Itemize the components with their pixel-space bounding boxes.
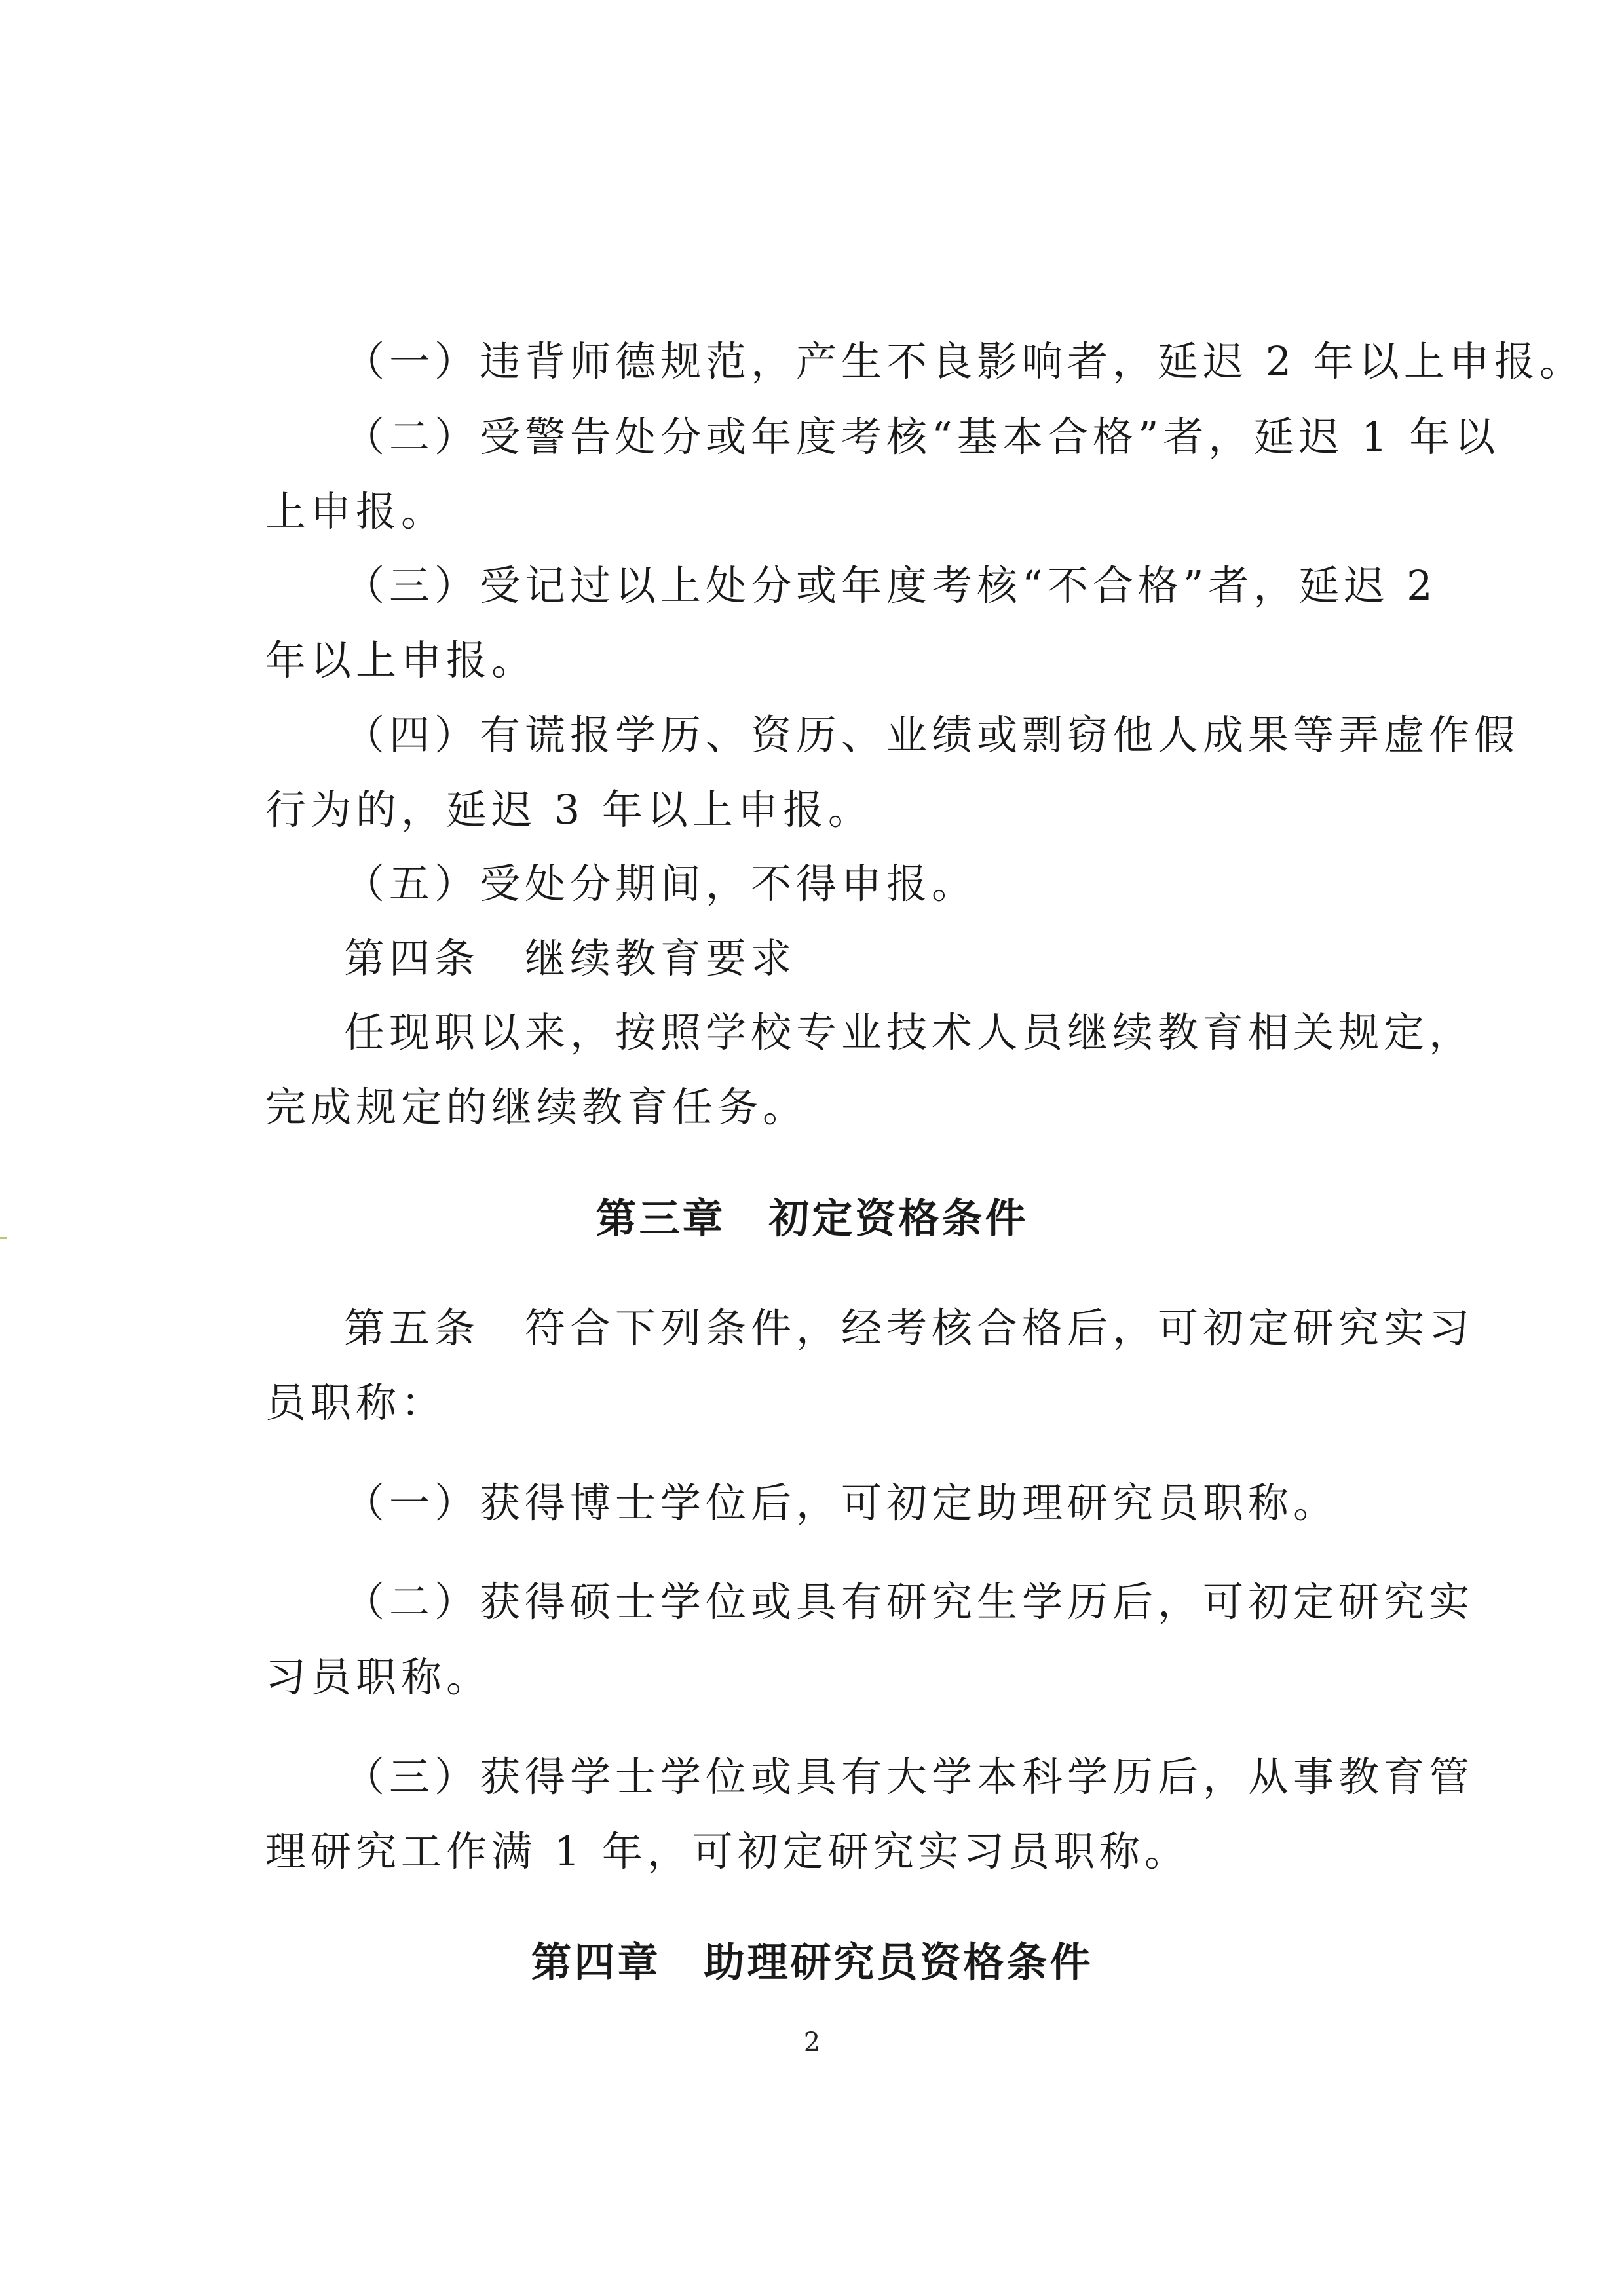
- paragraph-line: （二）获得硕士学位或具有研究生学历后，可初定研究实: [344, 1578, 1475, 1626]
- paragraph-line: 行为的，延迟 3 年以上申报。: [265, 786, 873, 833]
- paragraph-line: 习员职称。: [265, 1653, 492, 1701]
- paragraph-line: 年以上申报。: [265, 636, 537, 684]
- paragraph-line: 理研究工作满 1 年，可初定研究实习员职称。: [265, 1827, 1190, 1875]
- paragraph-line: （二）受警告处分或年度考核“基本合格”者，延迟 1 年以: [344, 413, 1500, 461]
- chapter-title: 第三章 初定资格条件: [595, 1195, 1029, 1242]
- page-number: 2: [803, 2027, 821, 2057]
- paragraph-line: （五）受处分期间，不得申报。: [344, 860, 977, 908]
- paragraph-line: （四）有谎报学历、资历、业绩或剽窃他人成果等弄虚作假: [344, 711, 1520, 759]
- paragraph-line: 任现职以来，按照学校专业技术人员继续教育相关规定，: [344, 1008, 1475, 1056]
- article-heading: 第五条 符合下列条件，经考核合格后，可初定研究实习: [344, 1304, 1475, 1352]
- paragraph-line: （三）受记过以上处分或年度考核“不合格”者，延迟 2: [344, 562, 1437, 609]
- paragraph-line: 完成规定的继续教育任务。: [265, 1083, 808, 1131]
- scan-artifact: [0, 1237, 7, 1239]
- paragraph-line: 员职称：: [265, 1379, 447, 1426]
- paragraph-line: （一）获得博士学位后，可初定助理研究员职称。: [344, 1479, 1339, 1527]
- paragraph-line: 上申报。: [265, 488, 447, 535]
- article-heading: 第四条 继续教育要求: [344, 934, 797, 982]
- chapter-title: 第四章 助理研究员资格条件: [531, 1938, 1093, 1986]
- paragraph-line: （三）获得学士学位或具有大学本科学历后，从事教育管: [344, 1753, 1475, 1801]
- paragraph-line: （一）违背师德规范，产生不良影响者，延迟 2 年以上申报。: [344, 337, 1585, 385]
